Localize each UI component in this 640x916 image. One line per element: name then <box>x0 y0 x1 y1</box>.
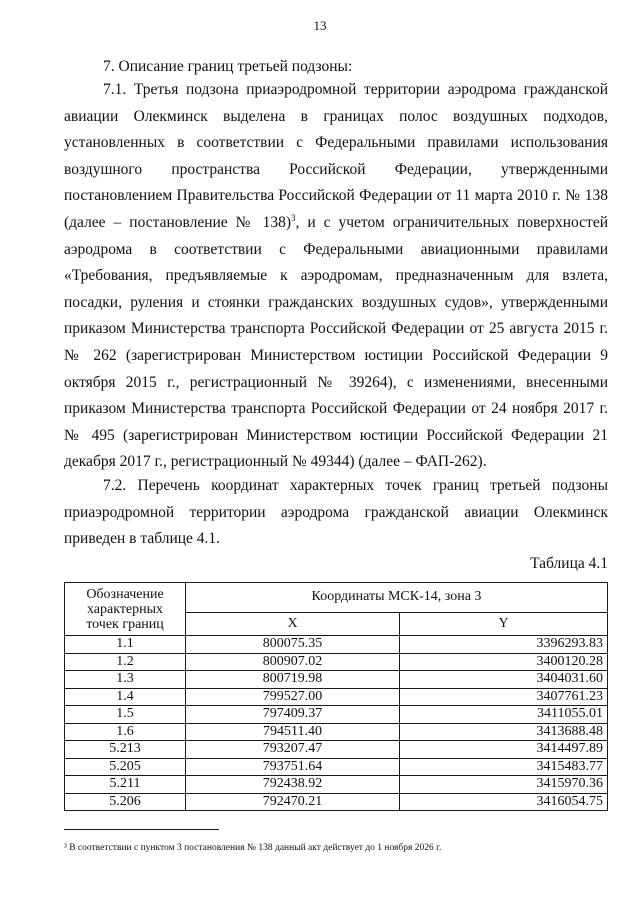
cell-y: 3404031.60 <box>400 671 608 689</box>
table-row <box>65 758 608 776</box>
cell-point: 5.213 <box>65 741 186 759</box>
cell-x: 800719.98 <box>186 671 400 689</box>
cell-y: 3416054.75 <box>400 793 608 811</box>
table-header <box>65 583 608 636</box>
cell-x: 792438.92 <box>186 776 400 794</box>
cell-y: 3415970.36 <box>400 776 608 794</box>
cell-y: 3411055.01 <box>400 706 608 724</box>
page-number: 13 <box>313 18 327 33</box>
cell-y: 3400120.28 <box>400 653 608 671</box>
table-row <box>65 706 608 724</box>
footnote-divider <box>64 829 219 830</box>
cell-x: 794511.40 <box>186 723 400 741</box>
cell-point: 5.205 <box>65 758 186 776</box>
section-heading: 7. Описание границ третьей подзоны: <box>103 58 353 75</box>
cell-x: 799527.00 <box>186 688 400 706</box>
cell-x: 792470.21 <box>186 793 400 811</box>
cell-x: 800075.35 <box>186 636 400 654</box>
footnote-text: ³ В соответствии с пунктом 3 постановления № 138 данный акт действует до 1 ноября 2026 г. <box>64 843 442 853</box>
table-row <box>65 793 608 811</box>
table-caption: Таблица 4.1 <box>530 555 608 572</box>
table-row <box>65 723 608 741</box>
cell-y: 3414497.89 <box>400 741 608 759</box>
cell-point: 1.6 <box>65 723 186 741</box>
paragraph-7-1-text-end: , и с учетом ограничительных поверхностей аэродрома в соответствии с Федеральными авиационными правилами «Требования, предъявляемые к аэродромам, предназначенным для взлета, посадки, руления и стоянки гражданских воздушных судов», утвержденными приказом Министерства транспорта Российской Федерации от 25 августа 2015 г. № 262 (зарегистрирован Министерством юстиции Российской Федерации 9 октября 2015 г., регистрационный № 39264), с изменениями, внесенными приказом Министерства транспорта Российской Федерации от 24 ноября 2017 г. № 495 (зарегистрирован Министерством юстиции Российской Федерации 21 декабря 2017 г., регистрационный № 49344) (далее – ФАП-262). <box>64 213 608 471</box>
cell-x: 797409.37 <box>186 706 400 724</box>
cell-point: 1.5 <box>65 706 186 724</box>
cell-point: 5.206 <box>65 793 186 811</box>
cell-y: 3413688.48 <box>400 723 608 741</box>
cell-y: 3396293.83 <box>400 636 608 654</box>
table-row <box>65 671 608 689</box>
footnote-reference[interactable]: 3 <box>290 212 296 223</box>
table-row <box>65 741 608 759</box>
cell-point: 1.3 <box>65 671 186 689</box>
cell-y: 3415483.77 <box>400 758 608 776</box>
paragraph-7-1-text-start: 7.1. Третья подзона приаэродромной территории аэродрома гражданской авиации Олекминск выделена в границах полос воздушных подходов, установленных в соответствии с Федеральными правилами использования воздушного пространства Российской Федерации, утвержденными постановлением Правительства Российской Федерации от 11 марта 2010 г. № 138 (далее – постановление № 138) <box>64 81 608 231</box>
cell-point: 1.2 <box>65 653 186 671</box>
coordinates-table <box>64 582 608 811</box>
cell-x: 793751.64 <box>186 758 400 776</box>
paragraph-7-2: 7.2. Перечень координат характерных точек границ третьей подзоны приаэродромной территории аэродрома гражданской авиации Олекминск приведен в таблице 4.1. <box>64 477 608 548</box>
header-coordinate-system: Координаты МСК-14, зона 3 <box>186 583 608 613</box>
cell-x: 800907.02 <box>186 653 400 671</box>
table-row <box>65 653 608 671</box>
cell-point: 1.4 <box>65 688 186 706</box>
cell-x: 793207.47 <box>186 741 400 759</box>
table-body <box>65 636 608 811</box>
cell-point: 5.211 <box>65 776 186 794</box>
table-row <box>65 776 608 794</box>
table-header-row-1 <box>65 583 608 613</box>
header-x: X <box>186 612 400 635</box>
header-point-designation: Обозначение характерных точек границ <box>65 583 186 636</box>
table-row <box>65 688 608 706</box>
table-row <box>65 636 608 654</box>
header-y: Y <box>400 612 608 635</box>
cell-point: 1.1 <box>65 636 186 654</box>
paragraph-7-1 <box>64 77 608 476</box>
cell-y: 3407761.23 <box>400 688 608 706</box>
